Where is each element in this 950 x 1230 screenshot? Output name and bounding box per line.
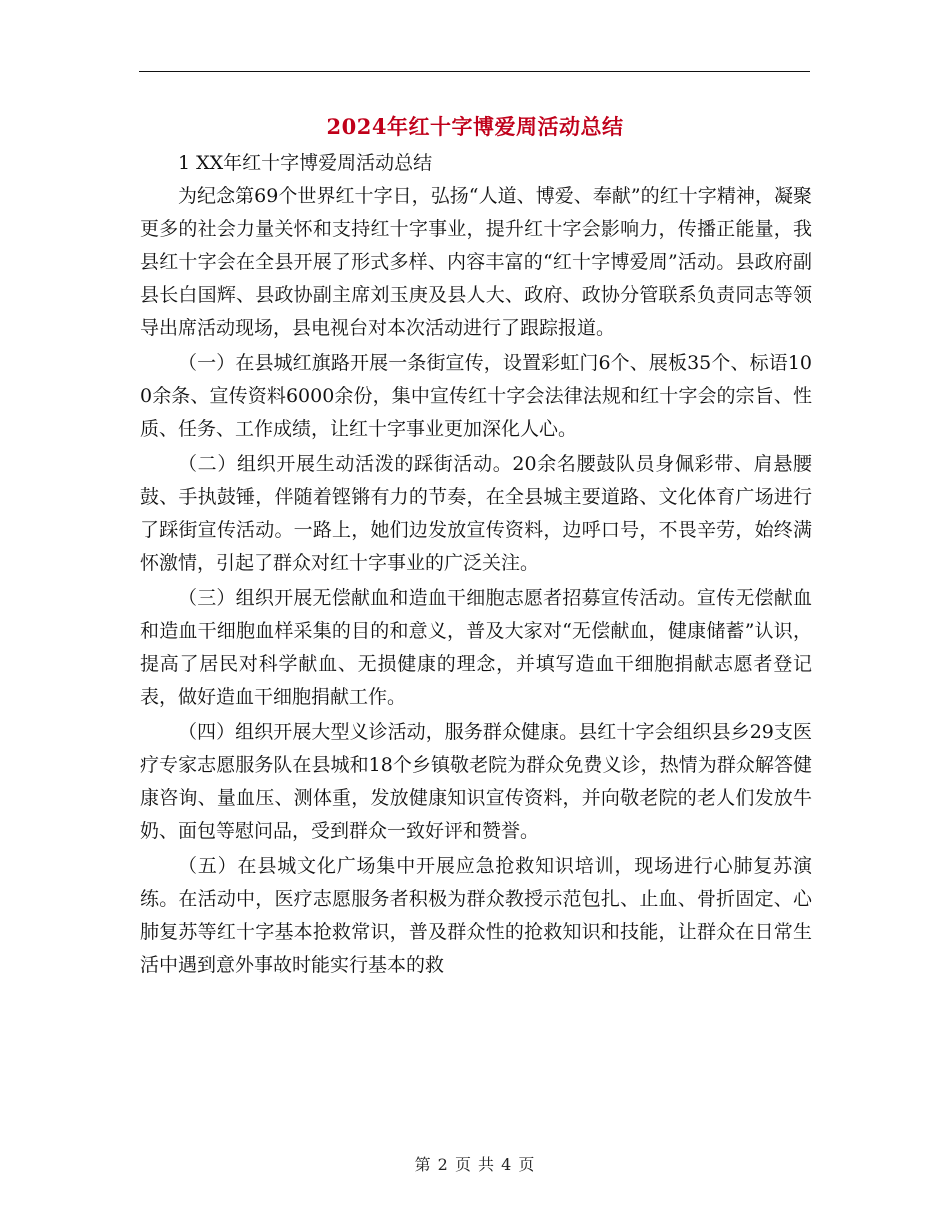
- document-title: 2024年红十字博爱周活动总结: [326, 114, 624, 139]
- section-2-paragraph: （二）组织开展生动活泼的踩街活动。20余名腰鼓队员身佩彩带、肩悬腰鼓、手执鼓锤，伴随着铿锵有力的节奏，在全县城主要道路、文化体育广场进行了踩街宣传活动。一路上，她们边发放宣传资料，边呼口号，不畏辛劳，始终满怀激情，引起了群众对红十字事业的广泛关注。: [140, 453, 812, 574]
- section-3-paragraph: （三）组织开展无偿献血和造血干细胞志愿者招募宣传活动。宣传无偿献血和造血干细胞血样采集的目的和意义，普及大家对“无偿献血，健康储蓄”认识，提高了居民对科学献血、无损健康的理念，并填写造血干细胞捐献志愿者登记表，做好造血干细胞捐献工作。: [140, 587, 812, 708]
- section-4-paragraph: （四）组织开展大型义诊活动，服务群众健康。县红十字会组织县乡29支医疗专家志愿服务队在县城和18个乡镇敬老院为群众免费义诊，热情为群众解答健康咨询、量血压、测体重，发放健康知识宣传资料，并向敬老院的老人们发放牛奶、面包等慰问品，受到群众一致好评和赞誉。: [140, 721, 812, 842]
- section-5-paragraph: （五）在县城文化广场集中开展应急抢救知识培训，现场进行心肺复苏演练。在活动中，医疗志愿服务者积极为群众教授示范包扎、止血、骨折固定、心肺复苏等红十字基本抢救常识，普及群众性的抢救知识和技能，让群众在日常生活中遇到意外事故时能实行基本的救: [140, 855, 812, 976]
- header-rule: [139, 71, 810, 72]
- document-body: [140, 147, 812, 982]
- intro-paragraph: 为纪念第69个世界红十字日，弘扬“人道、博爱、奉献”的红十字精神，凝聚更多的社会力量关怀和支持红十字事业，提升红十字会影响力，传播正能量，我县红十字会在全县开展了形式多样、内容丰富的“红十字博爱周”活动。县政府副县长白国辉、县政协副主席刘玉庚及县人大、政府、政协分管联系负责同志等领导出席活动现场，县电视台对本次活动进行了跟踪报道。: [140, 185, 812, 339]
- subtitle-paragraph: 1 XX年红十字博爱周活动总结: [178, 152, 433, 174]
- section-1-paragraph: （一）在县城红旗路开展一条街宣传，设置彩虹门6个、展板35个、标语100余条、宣传资料6000余份，集中宣传红十字会法律法规和红十字会的宗旨、性质、任务、工作成绩，让红十字事业更加深化人心。: [140, 352, 812, 440]
- page-number: 第 2 页 共 4 页: [414, 1155, 536, 1174]
